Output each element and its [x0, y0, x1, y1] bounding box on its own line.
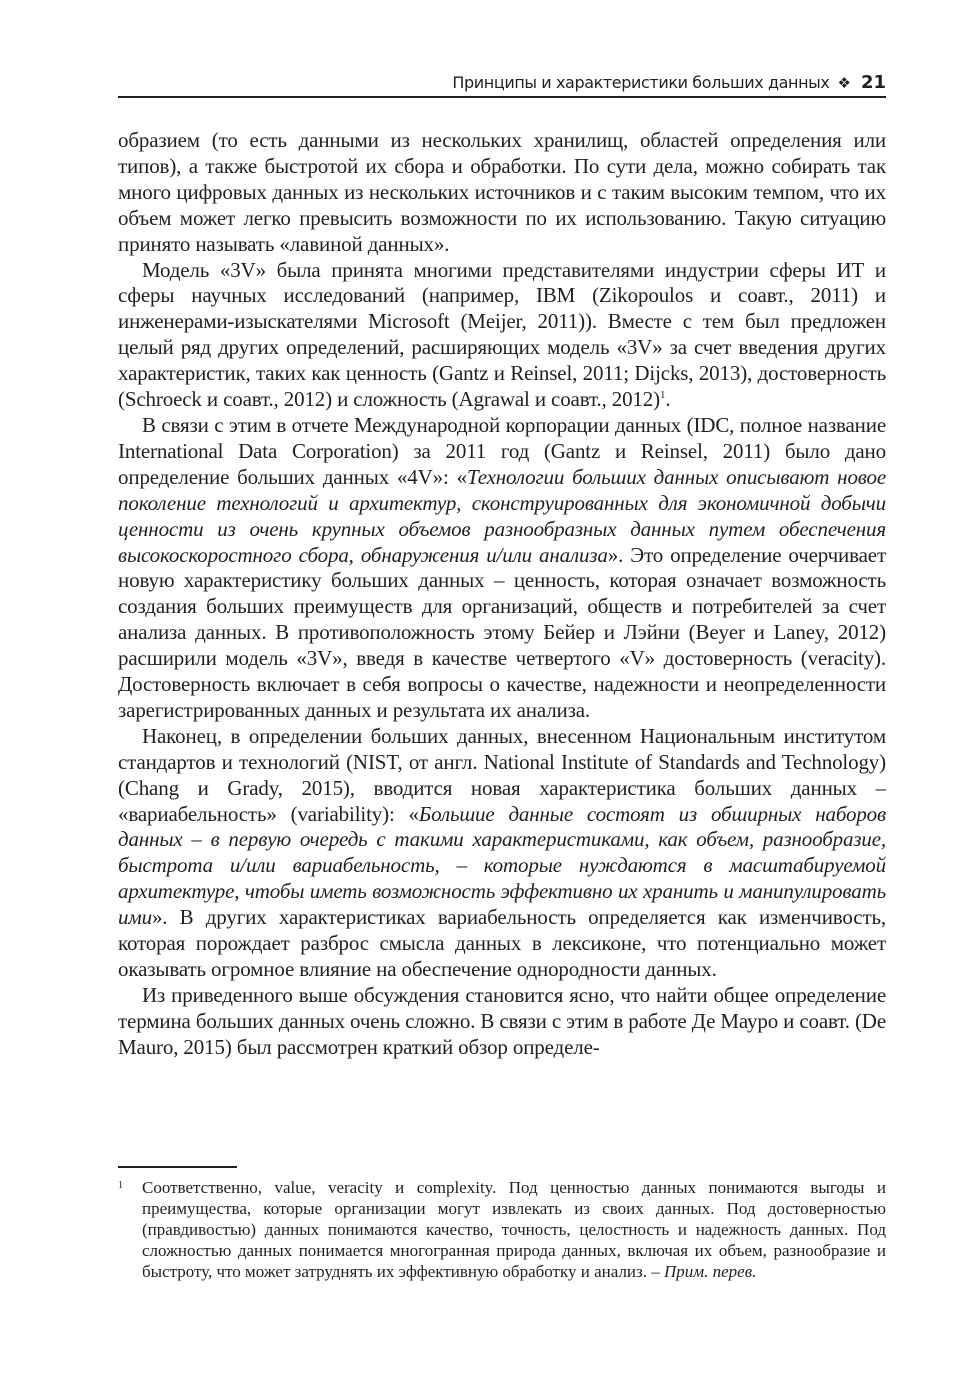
footnote-attribution: Прим. перев.: [664, 1262, 757, 1281]
paragraph: [118, 128, 886, 258]
running-title: Принципы и характеристики больших данных: [452, 73, 830, 92]
footnote-text: [142, 1177, 886, 1282]
running-header: [118, 68, 886, 98]
text-segment: образием (то есть данными из нескольких хранилищ, областей определения или типов), а также быстротой их сбора и обработки. По сути дела, можно собирать так много цифровых данных из нескольких источников и с таким высоким темпом, что их объем может легко превысить возможности по их использованию. Такую ситуацию принято называть «лавиной данных».: [118, 128, 886, 256]
paragraph: [118, 983, 886, 1061]
text-segment: .: [665, 387, 671, 412]
text-segment: Наконец, в определении больших данных, внесенном Национальным институтом стандартов и технологий (NIST, от англ. National Institute of Standards and Technology) (Chang и Grady, 2015), вводится новая характеристика больших данных – «вариабельность» (variability): «: [118, 723, 886, 826]
footnote-mark: 1: [118, 1180, 123, 1191]
page-number: 21: [860, 72, 886, 93]
footnote-divider: [118, 1166, 237, 1168]
ornament-diamond-icon: ❖: [837, 74, 851, 92]
body-text: [118, 128, 886, 1061]
footnote-reference[interactable]: 1: [659, 389, 666, 402]
text-segment: ». Это определение очерчивает новую характеристику больших данных – ценность, которая означает возможность создания больших преимуществ для организаций, обществ и потребителей за счет анализа данных. В противоположность этому Бейер и Лэйни (Beyer и Laney, 2012) расширили модель «3V», введя в качестве четвертого «V» достоверность (veracity). Достоверность включает в себя вопросы о качестве, надежности и неопределенности зарегистрированных данных и результата их анализа.: [118, 542, 886, 722]
text-segment: Модель «3V» была принята многими представителями индустрии сферы ИТ и сферы научных исследований (например, IBM (Zikopoulos и соавт., 2011) и инженерами-изыскателями Microsoft (Meijer, 2011)). Вместе с тем был предложен целый ряд других определений, расширяющих модель «3V» за счет введения других характеристик, таких как ценность (Gantz и Reinsel, 2011; Dijcks, 2013), достоверность (Schroeck и соавт., 2012) и сложность (Agrawal и соавт., 2012): [118, 257, 886, 412]
footnote: [118, 1177, 886, 1282]
paragraph: [118, 724, 886, 983]
text-segment: Из приведенного выше обсуждения становится ясно, что найти общее определение термина больших данных очень сложно. В связи с этим в работе Де Мауро и соавт. (De Mauro, 2015) был рассмотрен краткий обзор определе-: [118, 982, 886, 1059]
footnote-body: Соответственно, value, veracity и complexity. Под ценностью данных понимаются выгоды и преимущества, которые организации могут извлекать из своих данных. Под достоверностью (правдивостью) данных понимаются качество, точность, целостность и надежность данных. Под сложностью данных понимается многогранная природа данных, включая их объем, разнообразие и быстроту, что может затруднять их эффективную обработку и анализ. –: [142, 1178, 886, 1281]
quote-text: Технологии больших данных описывают новое поколение технологий и архитектур, сконструированных для экономичной добычи ценности из очень крупных объемов разнообразных данных путем обеспечения высокоскоростного сбора, обнаружения и/или анализа: [118, 464, 887, 567]
paragraph: [118, 413, 886, 724]
text-segment: ». В других характеристиках вариабельность определяется как изменчивость, которая порождает разброс смысла данных в лексиконе, что потенциально может оказывать огромное влияние на обеспечение однородности данных.: [118, 905, 886, 981]
text-segment: В связи с этим в отчете Международной корпорации данных (IDC, полное название International Data Corporation) за 2011 год (Gantz и Reinsel, 2011) было дано определение больших данных «4V»: «: [118, 412, 886, 489]
paragraph: [118, 258, 886, 413]
quote-text: Большие данные состоят из обширных наборов данных – в первую очередь с такими характеристиками, как объем, разнообразие, быстрота и/или вариабельность, – которые нуждаются в масштабируемой архитектуре, чтобы иметь возможность эффективно их хранить и манипулировать ими: [118, 801, 886, 930]
